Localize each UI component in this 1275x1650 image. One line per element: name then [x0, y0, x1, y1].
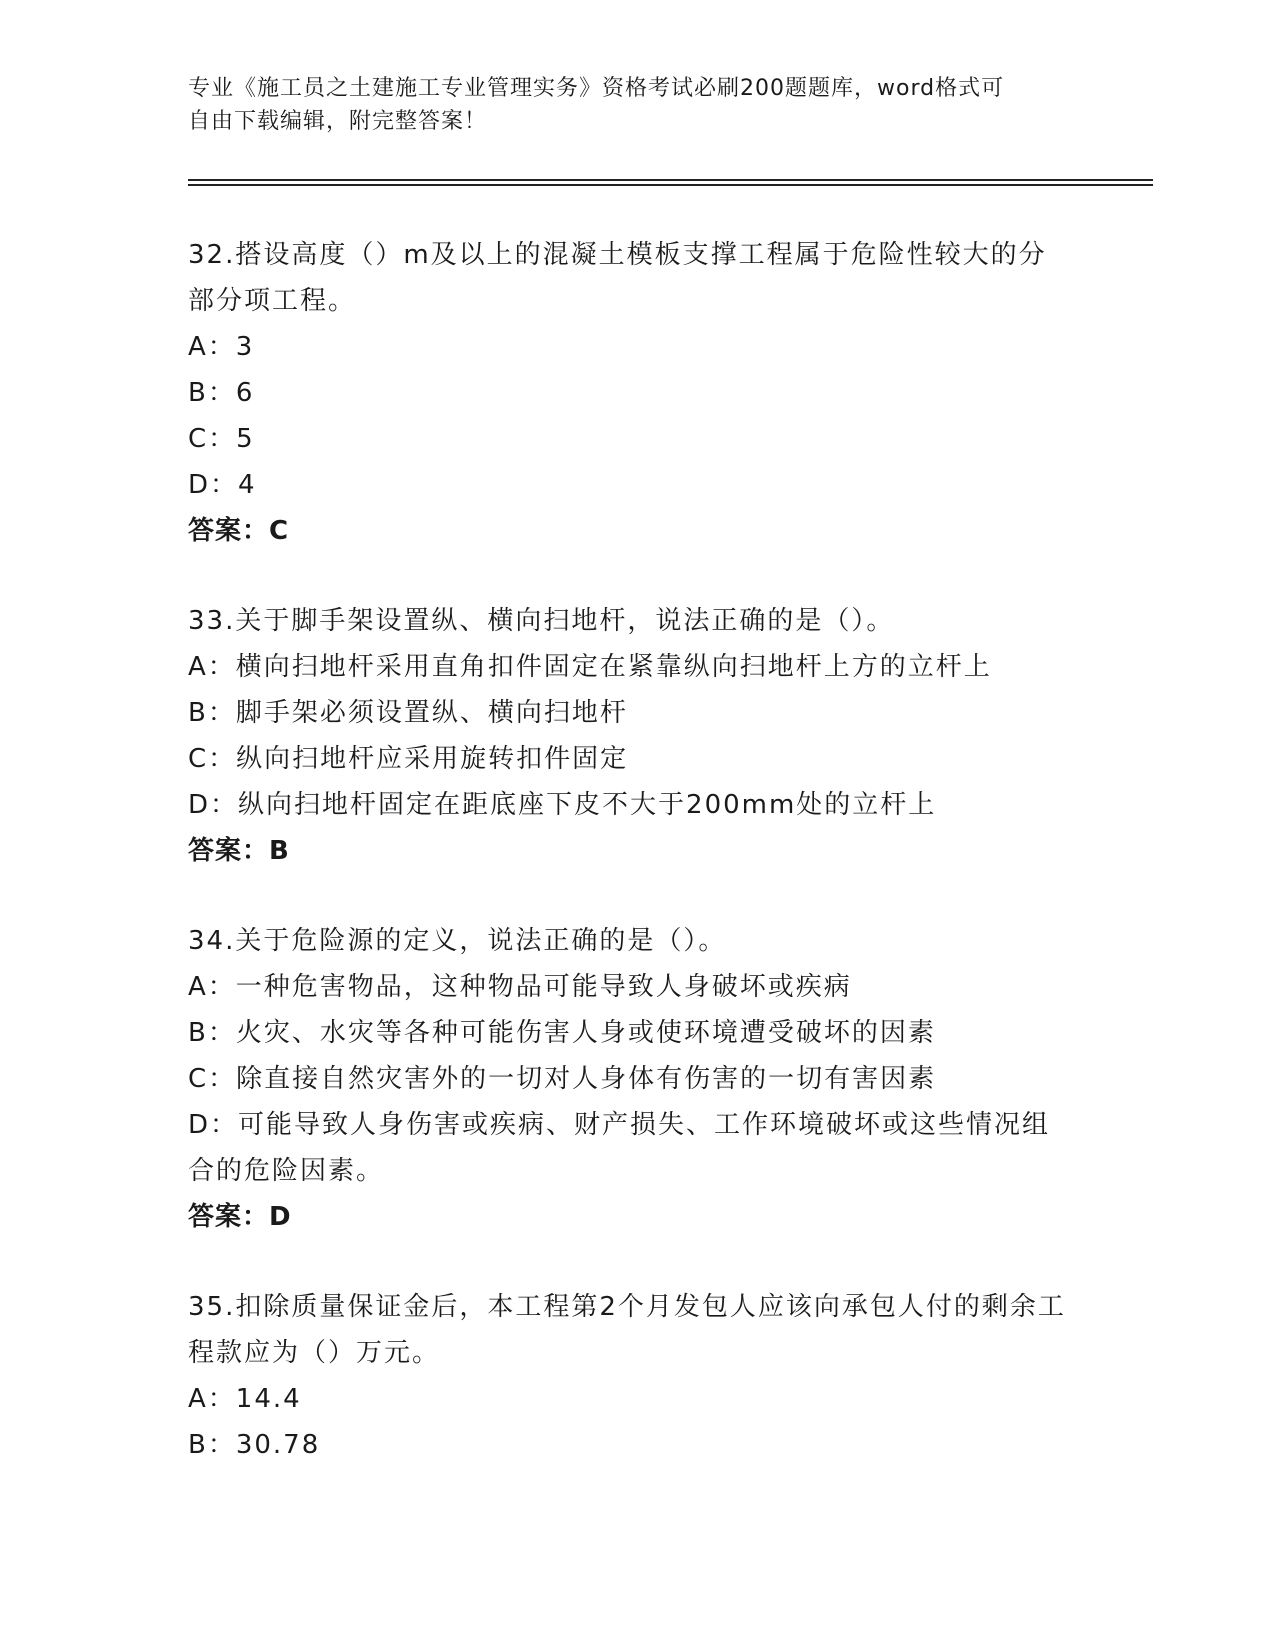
option-c: C：纵向扫地杆应采用旋转扣件固定 [188, 744, 629, 774]
header-divider-top [188, 179, 1153, 181]
header-line-1: 专业《施工员之土建施工专业管理实务》资格考试必刷200题题库，word格式可 [188, 76, 1005, 101]
question-33 [188, 598, 1068, 874]
answer-label: 答案：C [188, 516, 290, 546]
option-b: B：30.78 [188, 1430, 321, 1460]
option-d: D：4 [188, 470, 257, 500]
document-header [188, 72, 1068, 138]
option-b: B：脚手架必须设置纵、横向扫地杆 [188, 698, 628, 728]
option-b: B：火灾、水灾等各种可能伤害人身或使环境遭受破坏的因素 [188, 1018, 936, 1048]
answer-label: 答案：D [188, 1202, 292, 1232]
question-35 [188, 1284, 1068, 1468]
header-line-2: 自由下载编辑，附完整答案！ [188, 109, 488, 134]
option-a: A：横向扫地杆采用直角扣件固定在紧靠纵向扫地杆上方的立杆上 [188, 652, 992, 682]
option-a: A：3 [188, 332, 255, 362]
option-c: C：5 [188, 424, 255, 454]
question-stem: 35.扣除质量保证金后，本工程第2个月发包人应该向承包人付的剩余工程款应为（）万元。 [188, 1292, 1066, 1368]
header-divider-bottom [188, 184, 1153, 186]
option-b: B：6 [188, 378, 255, 408]
question-list [188, 232, 1068, 1512]
option-a: A：14.4 [188, 1384, 302, 1414]
question-stem: 34.关于危险源的定义，说法正确的是（）。 [188, 926, 727, 956]
answer-label: 答案：B [188, 836, 290, 866]
option-c: C：除直接自然灾害外的一切对人身体有伤害的一切有害因素 [188, 1064, 937, 1094]
option-d: D：纵向扫地杆固定在距底座下皮不大于200mm处的立杆上 [188, 790, 937, 820]
question-stem: 32.搭设高度（）m及以上的混凝土模板支撑工程属于危险性较大的分部分项工程。 [188, 240, 1047, 316]
option-a: A：一种危害物品，这种物品可能导致人身破坏或疾病 [188, 972, 852, 1002]
option-d: D：可能导致人身伤害或疾病、财产损失、工作环境破坏或这些情况组合的危险因素。 [188, 1110, 1051, 1186]
question-32 [188, 232, 1068, 554]
question-34 [188, 918, 1068, 1240]
question-stem: 33.关于脚手架设置纵、横向扫地杆，说法正确的是（）。 [188, 606, 895, 636]
